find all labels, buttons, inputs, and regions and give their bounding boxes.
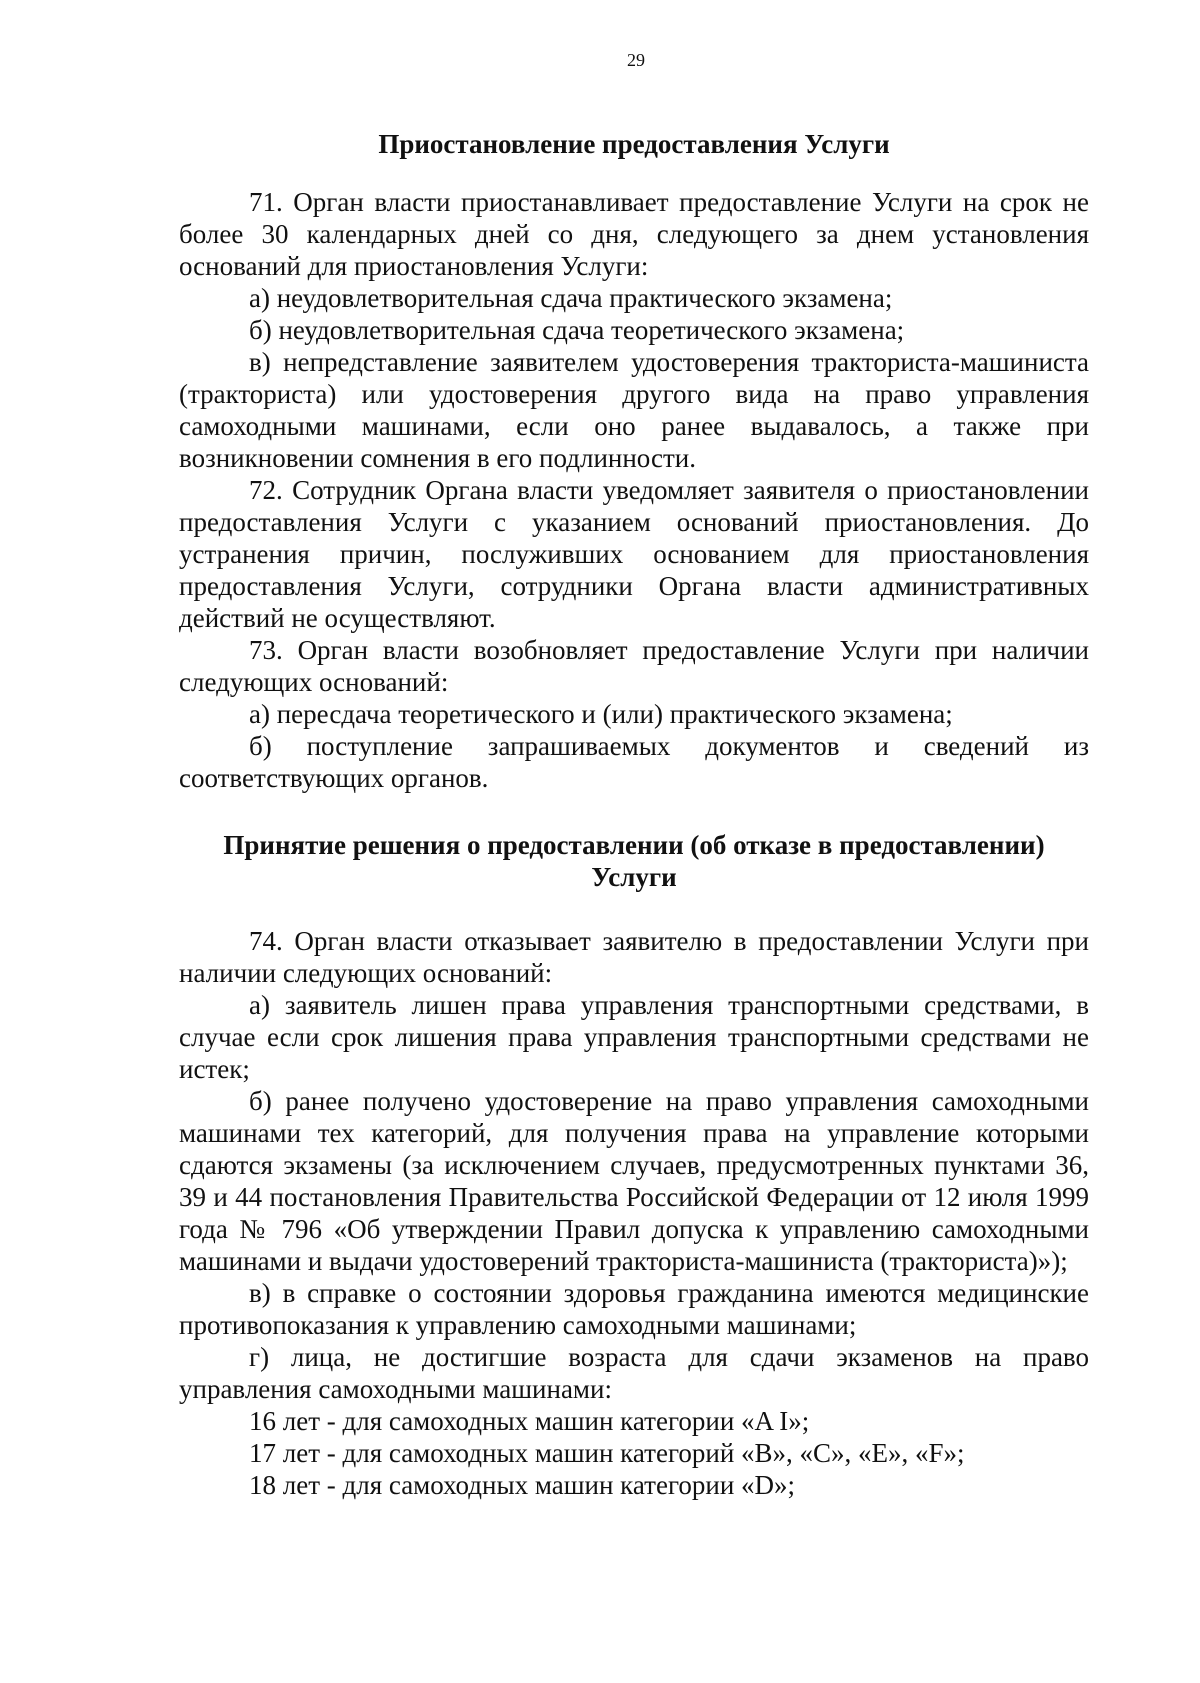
- paragraph-73-a: а) пересдача теоретического и (или) практического экзамена;: [249, 699, 953, 729]
- paragraph-72: 72. Сотрудник Органа власти уведомляет заявителя о приостановлении предоставления Услуги с указанием оснований приостановления. До устранения причин, послуживших основанием для приостановления предоставления Услуги, сотрудники Органа власти административных действий не осуществляют.: [179, 475, 1089, 633]
- section-heading-decision-line2: Услуги: [591, 862, 677, 892]
- age-item-17: 17 лет - для самоходных машин категорий «B», «C», «E», «F»;: [249, 1438, 965, 1468]
- paragraph-73-b: б) поступление запрашиваемых документов и сведений из соответствующих органов.: [179, 731, 1089, 793]
- paragraph-74-a: а) заявитель лишен права управления транспортными средствами, в случае если срок лишения права управления транспортными средствами не истек;: [179, 990, 1089, 1084]
- paragraph-74-g: г) лица, не достигшие возраста для сдачи экзаменов на право управления самоходными машинами:: [179, 1342, 1089, 1404]
- paragraph-74-v: в) в справке о состоянии здоровья гражданина имеются медицинские противопоказания к управлению самоходными машинами;: [179, 1278, 1089, 1340]
- age-item-18: 18 лет - для самоходных машин категории «D»;: [249, 1470, 796, 1500]
- page-number: 29: [627, 50, 645, 70]
- section-heading-decision: [179, 829, 1089, 893]
- paragraph-71: 71. Орган власти приостанавливает предоставление Услуги на срок не более 30 календарных дней со дня, следующего за днем установления оснований для приостановления Услуги:: [179, 187, 1089, 281]
- section-heading-suspension: Приостановление предоставления Услуги: [378, 129, 890, 159]
- paragraph-71-a: а) неудовлетворительная сдача практического экзамена;: [249, 283, 893, 313]
- paragraph-74-b: б) ранее получено удостоверение на право управления самоходными машинами тех категорий, для получения права на управление которыми сдаются экзамены (за исключением случаев, предусмотренных пунктами 36, 39 и 44 постановления Правительства Российской Федерации от 12 июля 1999 года № 796 «Об утверждении Правил допуска к управлению самоходными машинами и выдачи удостоверений тракториста-машиниста (тракториста)»);: [179, 1086, 1089, 1276]
- paragraph-71-b: б) неудовлетворительная сдача теоретического экзамена;: [249, 315, 905, 345]
- document-body: [179, 128, 1089, 1501]
- paragraph-71-v: в) непредставление заявителем удостоверения тракториста-машиниста (тракториста) или удостоверения другого вида на право управления самоходными машинами, если оно ранее выдавалось, а также при возникновении сомнения в его подлинности.: [179, 347, 1089, 473]
- section-heading-decision-line1: Принятие решения о предоставлении (об отказе в предоставлении): [223, 830, 1045, 860]
- paragraph-74: 74. Орган власти отказывает заявителю в предоставлении Услуги при наличии следующих оснований:: [179, 926, 1089, 988]
- paragraph-73: 73. Орган власти возобновляет предоставление Услуги при наличии следующих оснований:: [179, 635, 1089, 697]
- age-item-16: 16 лет - для самоходных машин категории «A I»;: [249, 1406, 810, 1436]
